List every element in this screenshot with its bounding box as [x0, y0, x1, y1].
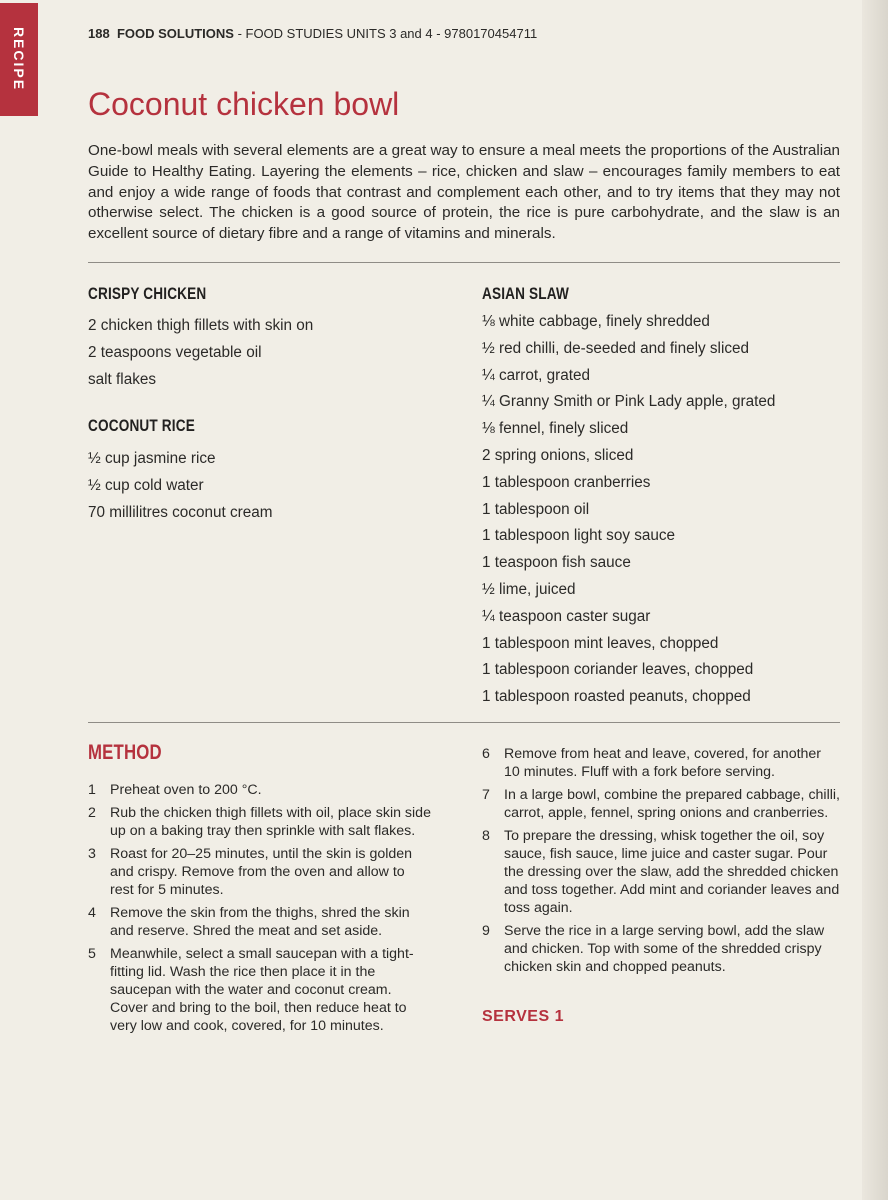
method-step: [88, 804, 432, 840]
step-number: 8: [482, 828, 490, 844]
step-text: Remove the skin from the thighs, shred the skin and reserve. Shred the meat and set aside.: [110, 905, 410, 939]
coconut-rice-list: [88, 449, 272, 529]
ingredient-item: salt flakes: [88, 370, 157, 388]
step-number: 1: [88, 782, 96, 798]
ingredient-item: 1 tablespoon cranberries: [482, 473, 651, 491]
step-text: Roast for 20–25 minutes, until the skin is golden and crispy. Remove from the oven and allow to rest for 5 minutes.: [110, 846, 413, 898]
step-text: Rub the chicken thigh fillets with oil, place skin side up on a baking tray then sprinkle with salt flakes.: [110, 805, 431, 839]
method-step: [482, 786, 840, 822]
method-heading: METHOD: [88, 741, 162, 764]
step-number: 2: [88, 805, 96, 821]
step-text: In a large bowl, combine the prepared cabbage, chilli, carrot, apple, fennel, spring onions and cranberries.: [504, 787, 840, 821]
ingredient-item: ½ cup jasmine rice: [88, 450, 216, 467]
asian-slaw-list: [482, 312, 775, 714]
ingredient-item: ½ lime, juiced: [482, 580, 576, 598]
ingredient-item: 2 spring onions, sliced: [482, 446, 634, 464]
step-text: Remove from heat and leave, covered, for another 10 minutes. Fluff with a fork before serving.: [504, 746, 822, 780]
divider-bottom: [88, 722, 840, 723]
method-step: [88, 845, 432, 899]
ingredient-item: ⅛ fennel, finely sliced: [482, 420, 629, 438]
method-step: [88, 781, 432, 799]
step-number: 6: [482, 746, 490, 762]
crispy-chicken-heading: CRISPY CHICKEN: [88, 284, 207, 303]
recipe-tab: [0, 3, 38, 116]
step-number: 9: [482, 923, 490, 939]
step-number: 4: [88, 905, 96, 921]
ingredient-item: 70 millilitres coconut cream: [88, 503, 273, 521]
method-step: [88, 904, 432, 940]
method-step: [482, 745, 840, 781]
ingredient-item: ½ cup cold water: [88, 476, 204, 494]
step-number: 5: [88, 946, 96, 962]
step-text: Serve the rice in a large serving bowl, add the slaw and chicken. Top with some of the shredded crispy chicken skin and chopped peanuts.: [504, 923, 825, 975]
step-number: 7: [482, 787, 490, 803]
recipe-title: Coconut chicken bowl: [88, 86, 400, 122]
ingredient-item: 1 tablespoon roasted peanuts, chopped: [482, 688, 751, 706]
ingredient-item: ¼ teaspoon caster sugar: [482, 607, 651, 625]
book-subtitle: - FOOD STUDIES UNITS 3 and 4 - 9780170454711: [237, 26, 538, 41]
serves-label: SERVES 1: [482, 1008, 564, 1025]
step-number: 3: [88, 846, 96, 862]
ingredient-item: ¼ carrot, grated: [482, 366, 590, 384]
method-step: [482, 827, 840, 917]
recipe-tab-label: RECIPE: [11, 26, 27, 92]
method-step: [482, 922, 840, 976]
coconut-rice-heading: COCONUT RICE: [88, 416, 195, 435]
method-steps-left: [88, 781, 432, 1040]
ingredient-item: ½ red chilli, de-seeded and finely sliced: [482, 339, 750, 357]
page-edge: [862, 0, 888, 1200]
ingredient-item: 2 chicken thigh fillets with skin on: [88, 317, 314, 334]
ingredient-item: ¼ Granny Smith or Pink Lady apple, grated: [482, 393, 776, 411]
method-steps-right: [482, 745, 840, 981]
ingredient-item: 2 teaspoons vegetable oil: [88, 343, 262, 361]
intro-paragraph: One-bowl meals with several elements are a great way to ensure a meal meets the proportions of the Australian Guide to Healthy Eating. Layering the elements – rice, chicken and slaw – encourages family members to eat and enjoy a wide range of foods that contrast and complement each other, and to try items that they may not otherwise select. The chicken is a good source of protein, the rice is pure carbohydrate, and the slaw is an excellent source of dietary fibre and a range of vitamins and minerals.: [88, 142, 840, 243]
asian-slaw-heading: ASIAN SLAW: [482, 284, 569, 303]
step-text: To prepare the dressing, whisk together the oil, soy sauce, fish sauce, lime juice and caster sugar. Pour the dressing over the slaw, add the shredded chicken and toss together. Add mint and coriander leaves and toss again.: [504, 828, 840, 916]
step-text: Preheat oven to 200 °C.: [110, 782, 262, 798]
ingredient-item: 1 tablespoon light soy sauce: [482, 527, 676, 545]
running-header: [88, 26, 537, 41]
ingredient-item: 1 tablespoon coriander leaves, chopped: [482, 661, 754, 679]
step-text: Meanwhile, select a small saucepan with a tight-fitting lid. Wash the rice then place it in the saucepan with the water and coconut cream. Cover and bring to the boil, then reduce heat to very low and cook, covered, for 10 minutes.: [110, 946, 414, 1034]
ingredient-item: 1 teaspoon fish sauce: [482, 554, 631, 572]
book-title: FOOD SOLUTIONS: [116, 26, 234, 41]
page-number: 188: [88, 26, 110, 41]
ingredient-item: 1 tablespoon oil: [482, 500, 590, 518]
crispy-chicken-list: [88, 316, 313, 396]
ingredient-item: ⅛ white cabbage, finely shredded: [482, 313, 710, 330]
ingredient-item: 1 tablespoon mint leaves, chopped: [482, 634, 719, 652]
divider-top: [88, 262, 840, 263]
method-step: [88, 945, 432, 1035]
